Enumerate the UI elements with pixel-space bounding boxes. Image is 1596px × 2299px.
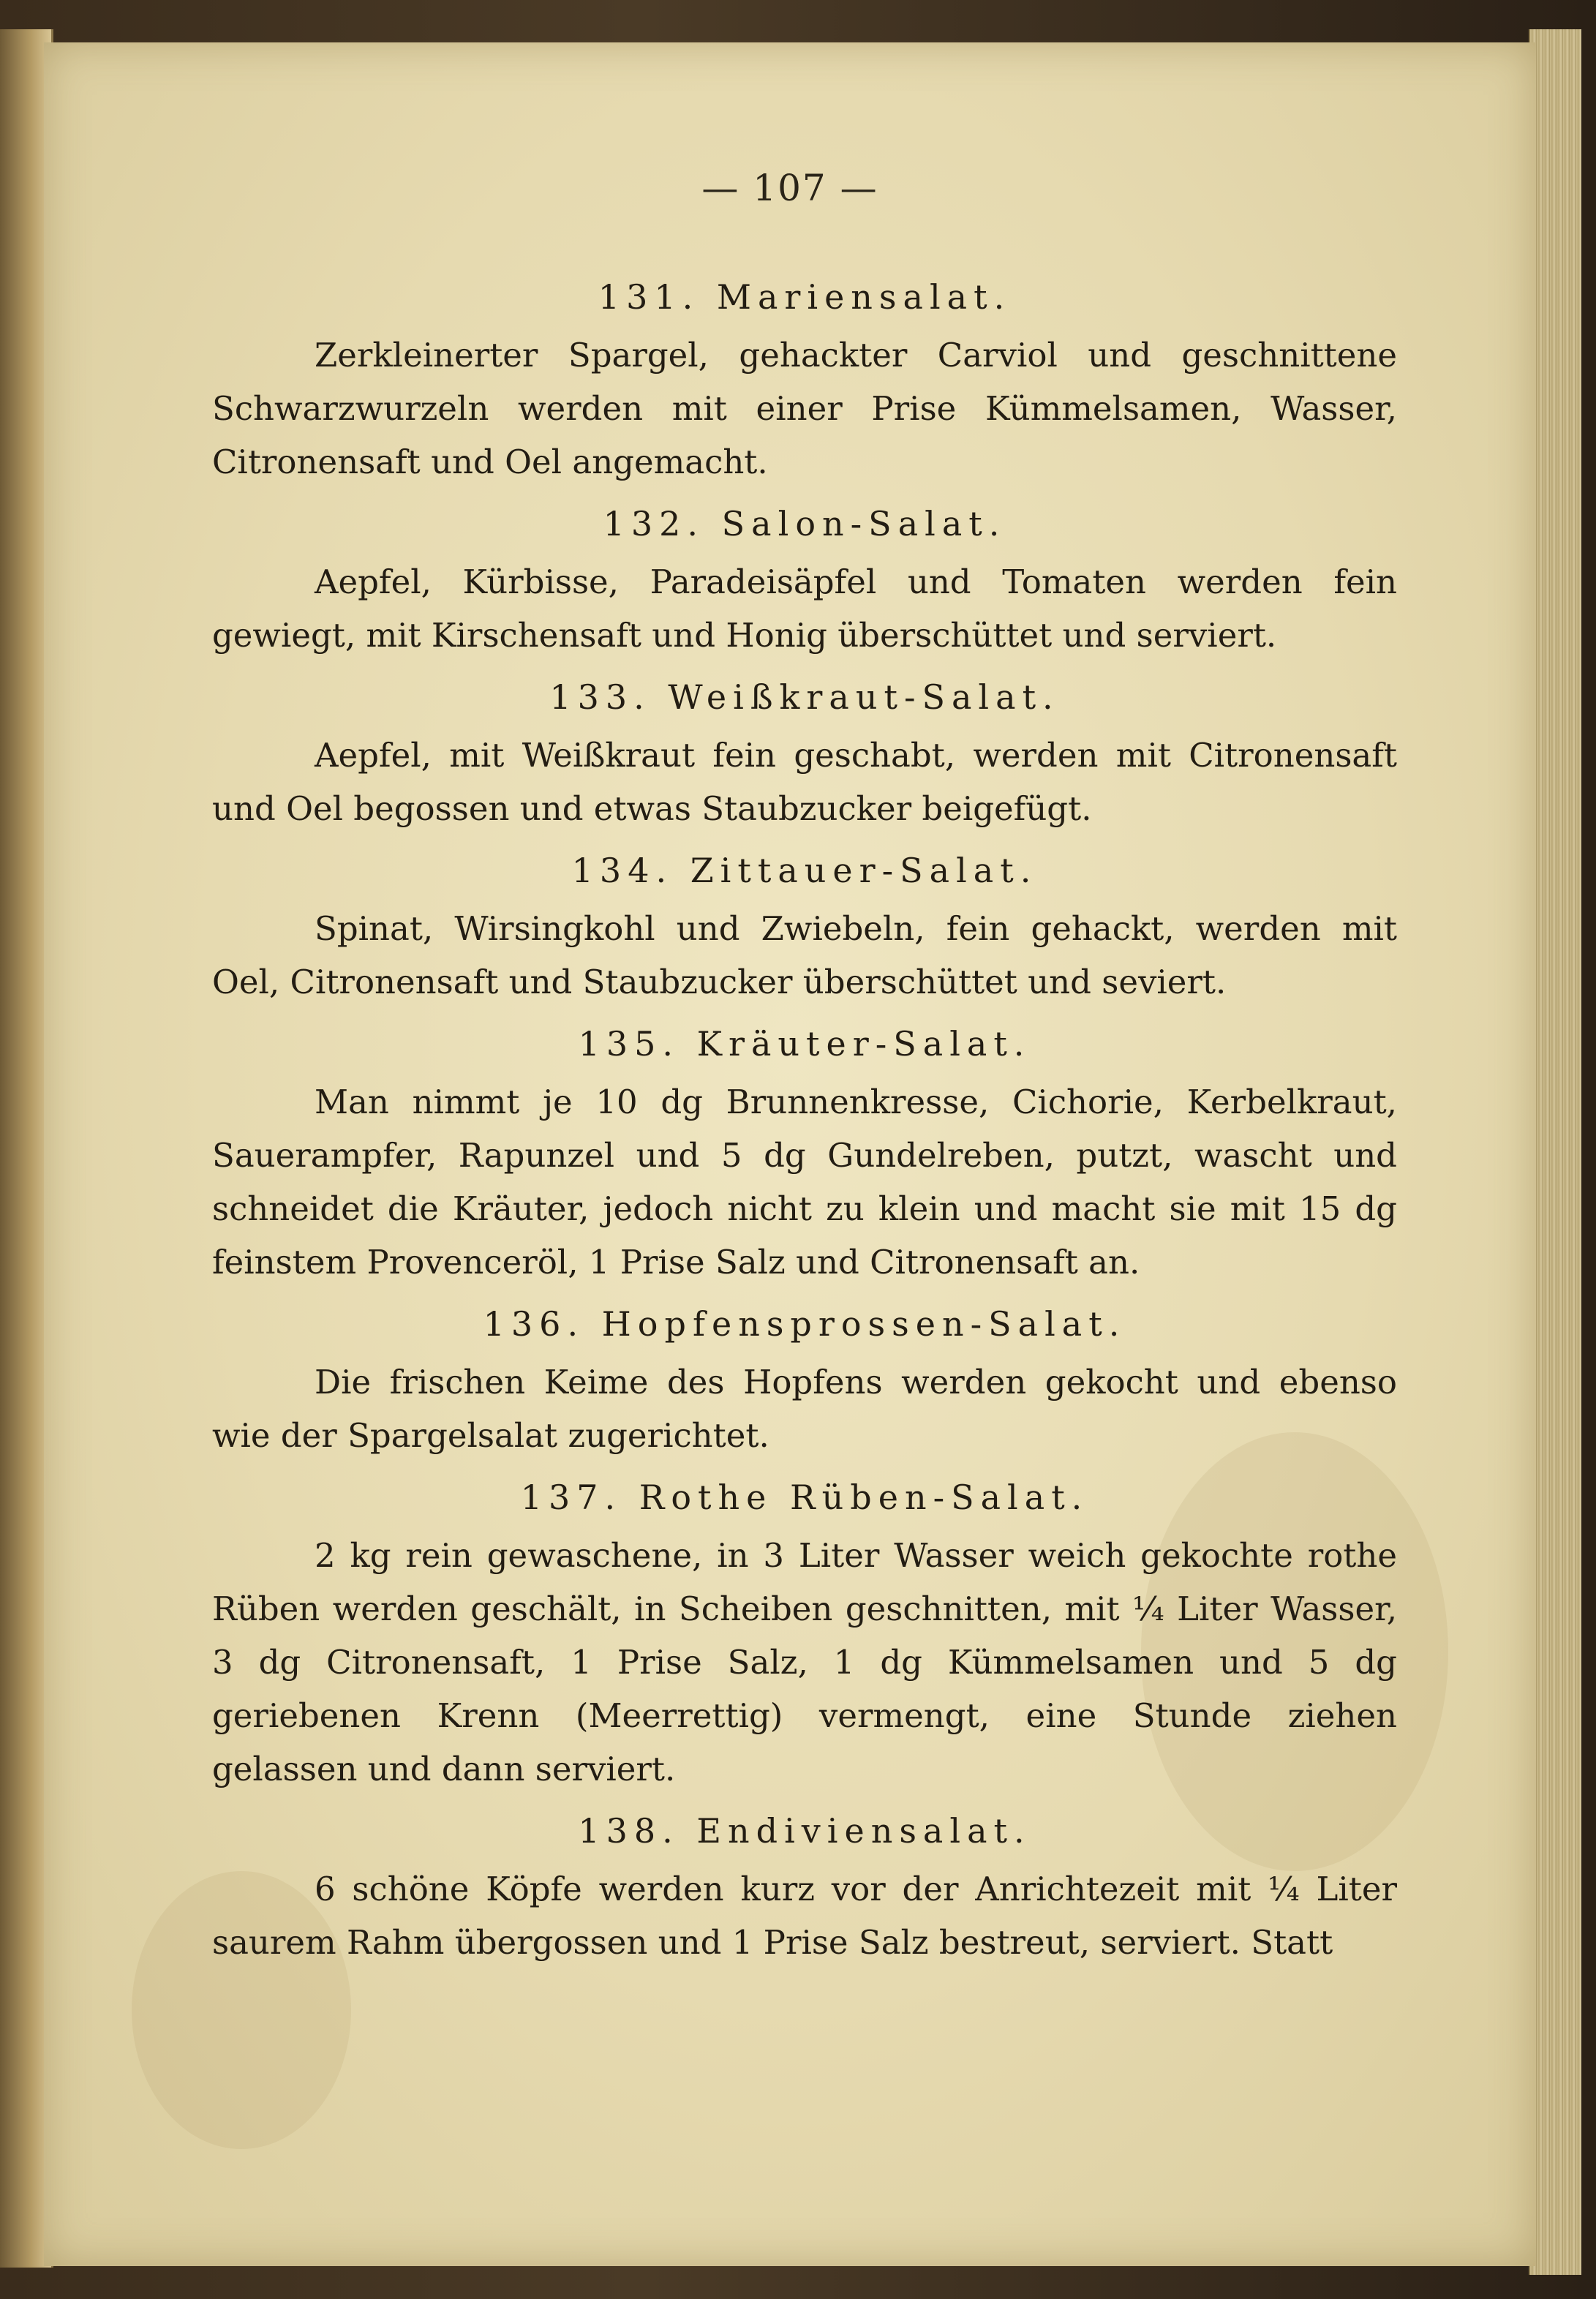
recipe-text: Zerkleinerter Spargel, gehackter Carviol und geschnittene Schwarzwurzeln werden mit einer Prise Kümmelsamen, Wasser, Citronensaft und Oel angemacht. [212, 336, 1397, 481]
recipe-text: Die frischen Keime des Hopfens werden gekocht und ebenso wie der Spargelsalat zugerichtet. [212, 1363, 1397, 1455]
page-content [212, 262, 1397, 1973]
recipe-text: Aepfel, mit Weißkraut fein geschabt, werden mit Citronensaft und Oel begossen und etwas Staubzucker beigefügt. [212, 736, 1397, 828]
recipe-136 [212, 1298, 1397, 1462]
recipe-title: 136. Hopfensprossen-Salat. [483, 1304, 1126, 1344]
recipe-text: Man nimmt je 10 dg Brunnenkresse, Cichorie, Kerbelkraut, Sauerampfer, Rapunzel und 5 dg Gundelreben, putzt, wascht und schneidet die Kräuter, jedoch nicht zu klein und macht sie mit 15 dg feinstem Provenceröl, 1 Prise Salz und Citronensaft an. [212, 1083, 1397, 1282]
recipe-133 [212, 671, 1397, 835]
recipe-title: 131. Mariensalat. [598, 277, 1012, 317]
recipe-text: 2 kg rein gewaschene, in 3 Liter Wasser weich gekochte rothe Rüben werden geschält, in Scheiben geschnitten, mit ¼ Liter Wasser, 3 dg Citronensaft, 1 Prise Salz, 1 dg Kümmelsamen und 5 dg geriebenen Krenn (Meerrettig) vermengt, eine Stunde ziehen gelassen und dann serviert. [212, 1536, 1397, 1788]
book-page [44, 42, 1536, 2266]
page-block-edges [1529, 29, 1581, 2275]
recipe-text: Spinat, Wirsingkohl und Zwiebeln, fein gehackt, werden mit Oel, Citronensaft und Staubzucker überschüttet und seviert. [212, 909, 1397, 1001]
recipe-134 [212, 844, 1397, 1009]
recipe-title: 138. Endiviensalat. [578, 1811, 1031, 1851]
recipe-131 [212, 271, 1397, 489]
recipe-132 [212, 497, 1397, 662]
recipe-title: 134. Zittauer-Salat. [571, 851, 1038, 890]
recipe-title: 133. Weißkraut-Salat. [549, 677, 1060, 717]
recipe-title: 135. Kräuter-Salat. [578, 1024, 1031, 1064]
recipe-title: 132. Salon-Salat. [603, 504, 1006, 543]
recipe-title: 137. Rothe Rüben-Salat. [520, 1478, 1089, 1517]
recipe-text: Aepfel, Kürbisse, Paradeisäpfel und Tomaten werden fein gewiegt, mit Kirschensaft und Honig überschüttet und serviert. [212, 562, 1397, 655]
recipe-137 [212, 1471, 1397, 1796]
recipe-135 [212, 1017, 1397, 1289]
recipe-138 [212, 1805, 1397, 1969]
recipe-text: 6 schöne Köpfe werden kurz vor der Anrichtezeit mit ¼ Liter saurem Rahm übergossen und 1 Prise Salz bestreut, serviert. Statt [212, 1870, 1397, 1962]
page-number-header: — 107 — [701, 167, 878, 209]
